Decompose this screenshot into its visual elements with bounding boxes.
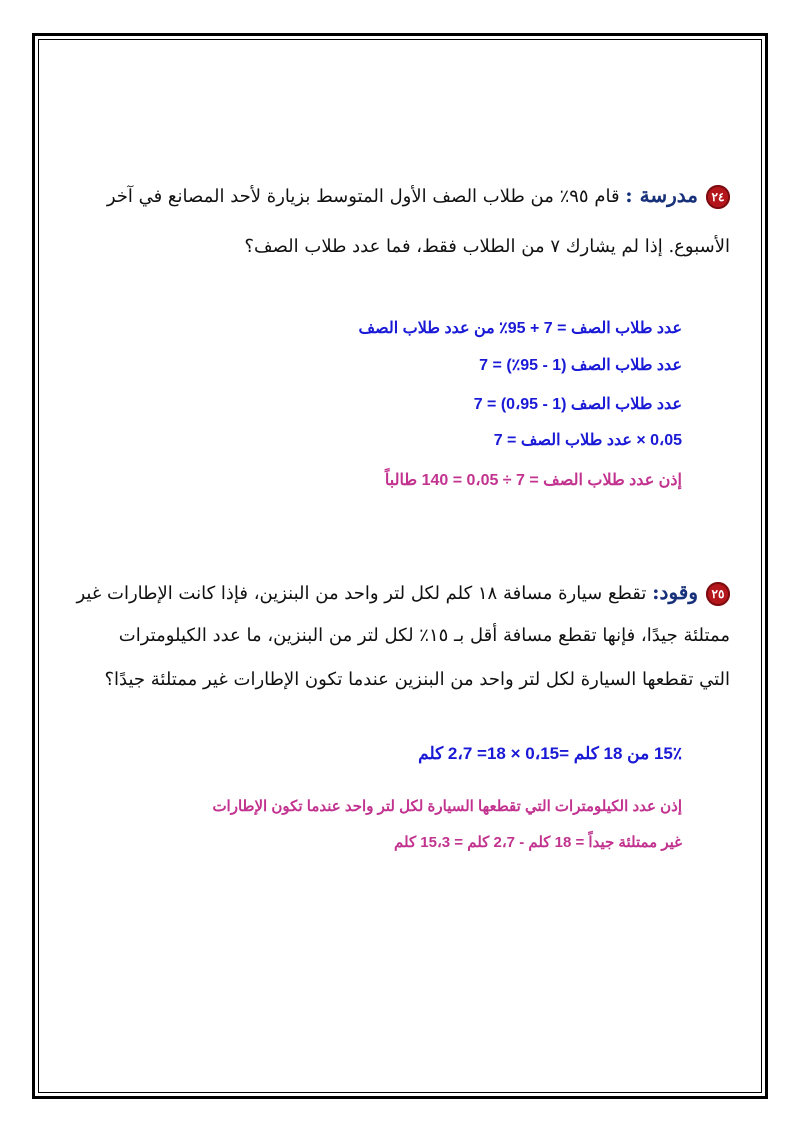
problem-25-keyword: وقود: (652, 580, 698, 604)
problem-25-conclusion-line-2: غير ممتلئة جيداً = 18 كلم - 2،7 كلم = 15،3 كلم (394, 834, 682, 851)
problem-25-line-2: ممتلئة جيدًا، فإنها تقطع مسافة أقل بـ ١٥٪ لكل لتر من البنزين، ما عدد الكيلومترات (118, 625, 730, 646)
problem-24-solution-step-1: عدد طلاب الصف = 7 + 95٪ من عدد طلاب الصف (358, 320, 682, 337)
problem-24-solution-step-2: عدد طلاب الصف (1 - 95٪) = 7 (479, 357, 682, 374)
problem-25-text-1: تقطع سيارة مسافة ١٨ كلم لكل لتر واحد من البنزين، فإذا كانت الإطارات غير (76, 583, 647, 604)
problem-24-line-1 (107, 183, 730, 209)
problem-24-keyword: مدرسة : (625, 183, 698, 207)
problem-24-solution-step-4: 0،05 × عدد طلاب الصف = 7 (493, 432, 682, 449)
problem-24-number-badge: ٢٤ (706, 185, 730, 209)
problem-24-conclusion: إذن عدد طلاب الصف = 7 ÷ 0،05 = 140 طالباً (384, 472, 682, 489)
problem-25-conclusion-line-1: إذن عدد الكيلومترات التي تقطعها السيارة لكل لتر واحد عندما تكون الإطارات (212, 798, 682, 815)
problem-24-text-1: قام ٩٥٪ من طلاب الصف الأول المتوسط بزيارة لأحد المصانع في آخر (106, 186, 620, 207)
problem-24-solution-step-3: عدد طلاب الصف (1 - 0،95) = 7 (473, 396, 682, 413)
problem-24-line-2: الأسبوع. إذا لم يشارك ٧ من الطلاب فقط، فما عدد طلاب الصف؟ (244, 236, 730, 257)
problem-25-line-1 (77, 580, 731, 606)
problem-25-line-3: التي تقطعها السيارة لكل لتر واحد من البنزين عندما تكون الإطارات غير ممتلئة جيدًا؟ (104, 669, 730, 690)
problem-25-number-badge: ٢٥ (706, 582, 730, 606)
problem-25-solution: 15٪ من 18 كلم =0،15 × 18= 2،7 كلم (418, 744, 682, 763)
